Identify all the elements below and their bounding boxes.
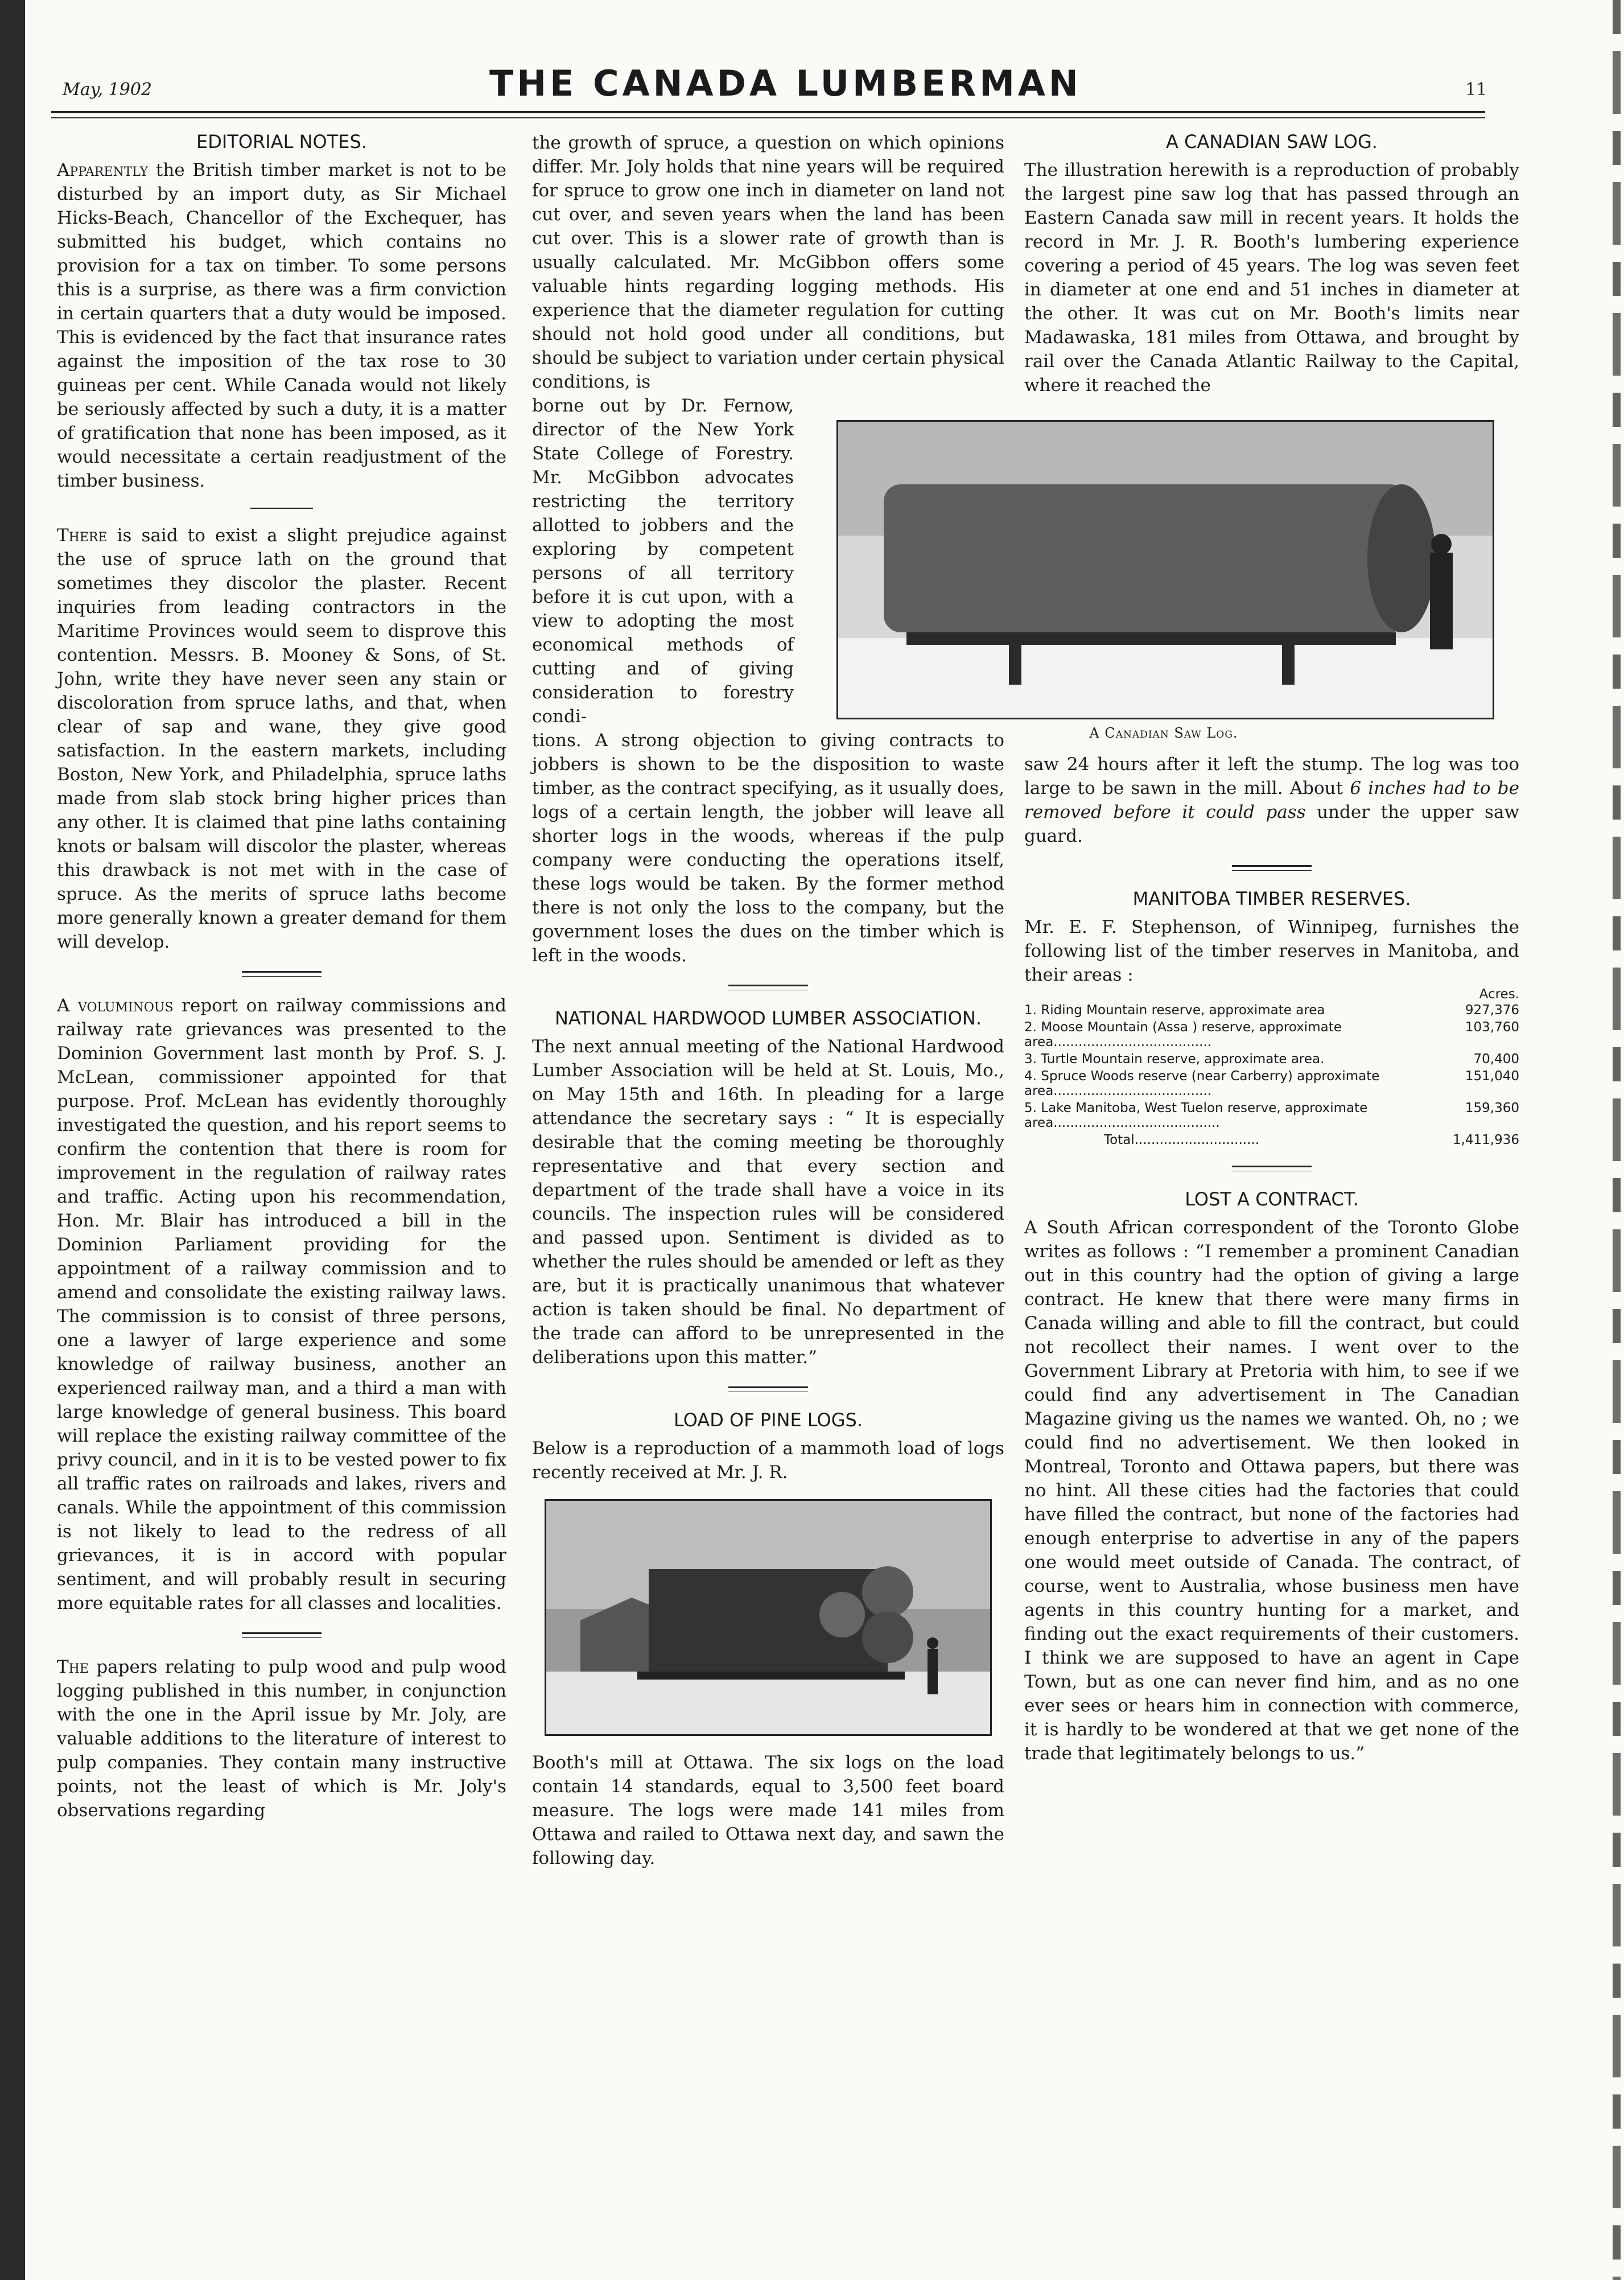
saw-log-heading: A CANADIAN SAW LOG. (1166, 131, 1378, 153)
column-1 (57, 131, 506, 1822)
reserves-table (1024, 1002, 1519, 1149)
paragraph-jobbers: tions. A strong objection to giving contracts to jobbers is shown to be the disposition to waste timber, as the contract specifying, as it usually does, logs of a certain length, the jobber will leave all shorter logs in the woods, whereas if the pulp company were conducting the operations itself, these logs would be taken. By the former method there is not only the loss to the company, but the government loses the dues on the timber which is left in the woods. (532, 730, 1004, 966)
column-2 (532, 131, 1004, 1870)
paragraph-lost-contract: A South African correspondent of the Toronto Globe writes as follows : “I remember a prominent Canadian out in this country had the option of giving a large contract. He knew that there were many firms in Canada willing and able to fill the contract, but could not recollect their names. I went over to the Government Library at Pretoria with him, to see if we could find any advertisement in The Canadian Magazine giving us the names we wanted. Oh, no ; we could find no advertisement. We then looked in Montreal, Toronto and Ottawa papers, but there was no hint. All these cities had the factories that could have filled the contract, but none of the factories had enough enterprise to advertise in any of the papers one would meet outside of Canada. The contract, of course, went to Australia, whose business men have agents in this country hunting for a market, and finding out the exact requirements of their customers. I think we are supposed to have an agent in Cape Town, but as one can never find him, and as no one ever sees or hears him in connection with commerce, it is hardly to be wondered at that we get none of the trade that legitimately belongs to us.” (1024, 1217, 1519, 1764)
manitoba-heading: MANITOBA TIMBER RESERVES. (1132, 888, 1411, 909)
paragraph-saw-log: The illustration herewith is a reproduction of probably the largest pine saw log that has passed through an Eastern Canada saw mill in recent years. It holds the record in Mr. J. R. Booth's lumbering experience covering a period of 45 years. The log was seven feet in diameter at one end and 51 inches in diameter at the other. It was cut on Mr. Booth's limits near Madawaska, 181 miles from Ottawa, and brought by rail over the Canada Atlantic Railway to the Capital, where it reached the (1024, 160, 1519, 396)
right-edge-marks (1613, 0, 1621, 2280)
table-row: 1. Riding Mountain reserve, approximate area 927,376 (1024, 1003, 1519, 1018)
acres-label: Acres. (1479, 987, 1519, 1002)
paragraph-pulp-papers: The papers relating to pulp wood and pulp wood logging published in this number, in conjunction with the one in the April issue by Mr. Joly, are valuable additions to the literature of interest to pulp companies. They contain many instructive points, not the least of which is Mr. Joly's observations regarding (57, 1657, 506, 1821)
paragraph-saw-log-end: saw 24 hours after it left the stump. The log was too large to be sawn in the mill. About 6 inches had to be removed before it could pass under the upper saw guard. (1024, 754, 1519, 846)
paragraph-railway-report: A voluminous report on railway commissions and railway rate grievances was presented to the Dominion Government last month by Prof. S. J. McLean, commissioner appointed for that purpose. Prof. McLean has evidently thoroughly investigated the question, and his report seems to confirm the contention that there is room for improvement in the regulation of railway rates and traffic. Acting upon his recommendation, Hon. Mr. Blair has introduced a bill in the Dominion Parliament providing for the appointment of a railway commission and to amend and consolidate the existing railway laws. The commission is to consist of three persons, one a lawyer of large experience and some knowledge of railway business, another an experienced railway man, and a third a man with large knowledge of general business. This board will replace the existing railway committee of the privy council, and in it is to be vested power to fix all traffic rates on railroads and lakes, rivers and canals. While the appointment of this commission is not likely to lead to the redress of all grievances, it is in accord with popular sentiment, and will probably result in securing more equitable rates for all classes and localities. (57, 995, 506, 1614)
paragraph-fernow: borne out by Dr. Fernow, director of the New York State College of Forestry. Mr. McGibbon advocates restricting the territory allotted to jobbers and the exploring by competent persons of all territory before it is cut upon, with a view to adopting the most economical methods of cutting and of giving consideration to forestry condi- (532, 396, 794, 727)
paragraph-stephenson: Mr. E. F. Stephenson, of Winnipeg, furnishes the following list of the timber reserves in Manitoba, and their areas : (1024, 917, 1519, 985)
editorial-notes-heading: EDITORIAL NOTES. (196, 131, 367, 153)
publication-title: THE CANADA LUMBERMAN (489, 63, 1082, 104)
header-rule (51, 111, 1485, 113)
separator (728, 1386, 808, 1392)
issue-date: May, 1902 (63, 80, 152, 100)
paragraph-spruce-lath: There is said to exist a slight prejudice against the use of spruce lath on the ground that sometimes they discolor the plaster. Recent inquiries from leading contractors in the Maritime Provinces would seem to disprove this contention. Messrs. B. Mooney & Sons, of St. John, write they have never seen any stain or discoloration from spruce laths, and that, when clear of sap and wane, they give good satisfaction. In the eastern markets, including Boston, New York, and Philadelphia, spruce laths made from slab stock bring higher prices than any other. It is claimed that pine laths containing knots or balsam will discolor the plaster, whereas this drawback is not met with in the case of spruce. As the merits of spruce laths become more generally known a greater demand for them will develop. (57, 525, 506, 952)
separator (728, 985, 808, 990)
page-number: 11 (1465, 80, 1487, 100)
paragraph-spruce-growth: the growth of spruce, a question on which opinions differ. Mr. Joly holds that nine years will be required for spruce to grow one inch in diameter on land not cut over, and seven years when the land has been cut over. This is a slower rate of growth than is usually calculated. Mr. McGibbon offers some valuable hints regarding logging methods. His experience that the diameter regulation for cutting should not hold good under all conditions, but should be subject to variation under certain physical conditions, is (532, 133, 1004, 392)
separator (250, 508, 313, 509)
separator (1232, 865, 1312, 871)
paragraph-booth-mill: Booth's mill at Ottawa. The six logs on the load contain 14 standards, equal to 3,500 feet board measure. The logs were made 141 miles from Ottawa and railed to Ottawa next day, and sawn the following day. (532, 1752, 1004, 1869)
paragraph-timber-duty: Apparently the British timber market is not to be disturbed by an import duty, as Sir Michael Hicks-Beach, Chancellor of the Exchequer, has submitted his budget, which contains no provision for a tax on timber. To some persons this is a surprise, as there was a firm conviction in certain quarters that a duty would be imposed. This is evidenced by the fact that insurance rates against the imposition of the tax rose to 30 guineas per cent. While Canada would not likely be seriously affected by such a duty, it is a matter of gratification that none has been imposed, as it would necessitate a certain readjustment of the timber business. (57, 160, 506, 491)
saw-log-photo (836, 420, 1494, 719)
table-row: 2. Moose Mountain (Assa ) reserve, approximate area...................................... 103,760 (1024, 1020, 1519, 1050)
table-row: 5. Lake Manitoba, West Tuelon reserve, approximate area........................................ 159,360 (1024, 1101, 1519, 1130)
lost-contract-heading: LOST A CONTRACT. (1185, 1188, 1359, 1210)
table-row: 3. Turtle Mountain reserve, approximate area. 70,400 (1024, 1052, 1519, 1067)
separator (242, 1632, 321, 1638)
paragraph-pine-logs: Below is a reproduction of a mammoth load of logs recently received at Mr. J. R. (532, 1438, 1004, 1483)
separator (242, 971, 321, 977)
pine-logs-photo (545, 1499, 992, 1736)
pine-logs-heading: LOAD OF PINE LOGS. (674, 1409, 863, 1431)
hardwood-heading: NATIONAL HARDWOOD LUMBER ASSOCIATION. (554, 1007, 982, 1029)
paragraph-hardwood-meeting: The next annual meeting of the National Hardwood Lumber Association will be held at St. Louis, Mo., on May 15th and 16th. In pleading for a large attendance the secretary says : “ It is especially desirable that the coming meeting be thoroughly representative and that every section and department of the trade shall have a voice in its councils. The inspection rules will be considered and passed upon. Sentiment is divided as to whether the rules should be amended or left as they are, but it is practically unanimous that whatever action is taken should be final. No department of the trade can afford to be unrepresented in the deliberations upon this matter.” (532, 1036, 1004, 1368)
header-rule-thin (51, 117, 1485, 118)
column-3 (1024, 131, 1519, 1765)
binding-edge (0, 0, 25, 2280)
saw-log-caption: A Canadian Saw Log. (1089, 725, 1238, 741)
table-row: 4. Spruce Woods reserve (near Carberry) approximate area...................................... 151,040 (1024, 1069, 1519, 1098)
total-row: Total.............................. 1,411,936 (1104, 1133, 1519, 1147)
separator (1232, 1166, 1312, 1171)
